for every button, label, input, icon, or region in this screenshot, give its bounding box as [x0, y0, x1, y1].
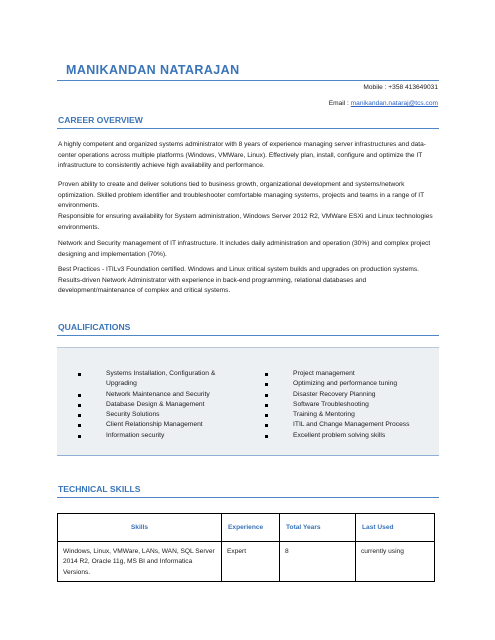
- overview-paragraph: Best Practices - ITILv3 Foundation certified. Windows and Linux critical system builds and upgrades on production systems. Results-driven Network Administrator with experience in back-end programming, relational databases and development/maintenance of complex and critical systems.: [58, 266, 419, 294]
- name-divider: [57, 80, 439, 81]
- table-header-row: [58, 514, 435, 542]
- cell-skills: Windows, Linux, VMWare, LANs, WAN, SQL Server 2014 R2, Oracle 11g, MS BI and Informatica Versions.: [58, 542, 222, 582]
- qualifications-panel: [57, 347, 439, 456]
- email-link[interactable]: manikandan.nataraj@tcs.com: [350, 100, 438, 107]
- email-line: [329, 100, 438, 107]
- bullet-icon: [265, 383, 268, 386]
- list-item: Security Solutions: [78, 410, 215, 420]
- overview-paragraph: Responsible for ensuring availability for System administration, Windows Server 2012 R2, VMWare ESXi and Linux technologies environments.: [58, 213, 433, 231]
- qualifications-divider: [57, 335, 439, 336]
- bullet-icon: [265, 373, 268, 376]
- overview-paragraph: Proven ability to create and deliver solutions tied to business growth, organizational development and systems/network optimization. Skilled problem identifier and troubleshooter comfortable managing systems, projects and teams in a range of IT environments.: [58, 181, 425, 209]
- list-item: Disaster Recovery Planning: [265, 390, 409, 400]
- skills-table: [57, 513, 435, 582]
- career-overview-divider: [57, 128, 439, 129]
- mobile-number: +358 413649031: [388, 84, 438, 91]
- list-item: Network Maintenance and Security: [78, 390, 215, 400]
- bullet-icon: [78, 394, 81, 397]
- qualifications-right-list: [265, 369, 409, 441]
- bullet-icon: [265, 404, 268, 407]
- technical-skills-title: TECHNICAL SKILLS: [58, 484, 141, 494]
- column-header-total-years: Total Years: [280, 514, 356, 542]
- bullet-icon: [265, 394, 268, 397]
- list-item: Excellent problem solving skills: [265, 431, 409, 441]
- qualifications-left-list: [78, 369, 215, 441]
- list-item: Client Relationship Management: [78, 420, 215, 430]
- bullet-icon: [78, 414, 81, 417]
- qualifications-title: QUALIFICATIONS: [58, 322, 131, 332]
- cell-experience: Expert: [222, 542, 280, 582]
- overview-paragraph: Network and Security management of IT infrastructure. It includes daily administration and operation (30%) and complex project designing and implementation (70%).: [58, 240, 431, 258]
- bullet-icon: [265, 414, 268, 417]
- mobile-label: Mobile :: [363, 84, 389, 91]
- cell-last-used: currently using: [356, 542, 435, 582]
- list-item: Systems Installation, Configuration &: [78, 369, 215, 379]
- overview-paragraph: A highly competent and organized systems administrator with 8 years of experience managing server infrastructures and data-center operations across multiple platforms (Windows, VMWare, Linux). Effectively plan, install, configure and optimize the IT infrastructure to consistently achieve high availability and performance.: [58, 141, 426, 169]
- column-header-last-used: Last Used: [356, 514, 435, 542]
- list-item: Project management: [265, 369, 409, 379]
- column-header-skills: Skills: [58, 514, 222, 542]
- list-item: Training & Mentoring: [265, 410, 409, 420]
- mobile-line: [363, 84, 438, 91]
- bullet-icon: [265, 424, 268, 427]
- list-item: Software Troubleshooting: [265, 400, 409, 410]
- list-item: Information security: [78, 431, 215, 441]
- list-item: Upgrading: [106, 380, 137, 388]
- bullet-icon: [265, 435, 268, 438]
- bullet-icon: [78, 373, 81, 376]
- bullet-icon: [78, 424, 81, 427]
- list-item: Database Design & Management: [78, 400, 215, 410]
- technical-skills-divider: [57, 497, 439, 498]
- candidate-name: MANIKANDAN NATARAJAN: [66, 63, 240, 77]
- bullet-icon: [78, 404, 81, 407]
- list-item: Optimizing and performance tuning: [265, 379, 409, 389]
- cell-total-years: 8: [280, 542, 356, 582]
- bullet-icon: [78, 435, 81, 438]
- career-overview-title: CAREER OVERVIEW: [58, 115, 143, 125]
- email-label: Email :: [328, 100, 351, 107]
- list-item: ITIL and Change Management Process: [265, 420, 409, 430]
- column-header-experience: Experience: [222, 514, 280, 542]
- table-row: [58, 542, 435, 582]
